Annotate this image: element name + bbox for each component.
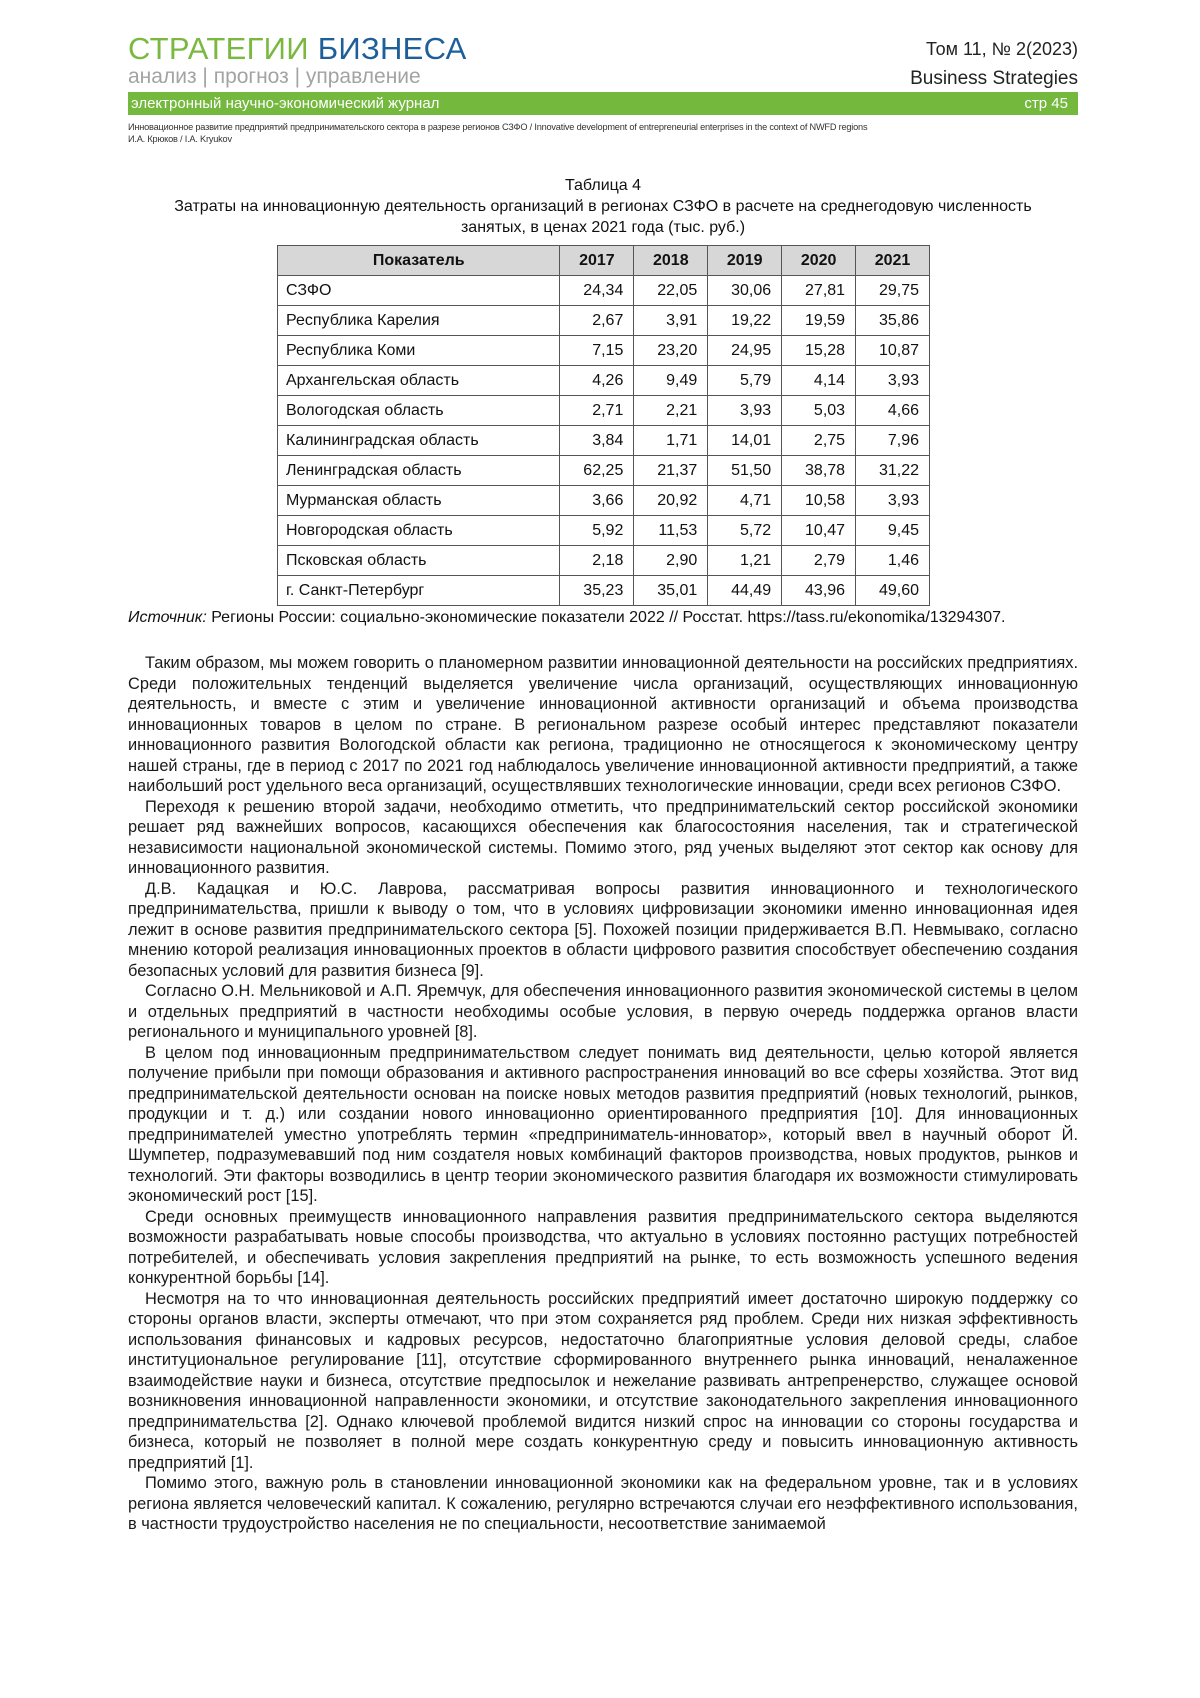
region-name-cell: Ленинградская область (278, 456, 560, 486)
value-cell: 2,21 (634, 396, 708, 426)
value-cell: 3,93 (856, 366, 930, 396)
running-head-title: Инновационное развитие предприятий предпринимательского сектора в разрезе регионов СЗФО / Innovative development of entrepreneurial enterprises in the context of NWFD regions (128, 122, 868, 132)
value-cell: 15,28 (782, 336, 856, 366)
paragraph: Таким образом, мы можем говорить о планомерном развитии инновационной деятельности на российских предприятиях. Среди положительных тенденций выделяется увеличение числа организаций, осуществляющих инновационную деятельность, и вместе с этим и увеличение инновационной активности организаций и объема производства инновационных товаров в целом по стране. В региональном разрезе особый интерес представляют показатели инновационного развития Вологодской области как региона, традиционно не относящегося к экономическому центру нашей страны, где в период с 2017 по 2021 год наблюдалось увеличение инновационной активности предприятий, а также наибольший рост удельного веса организаций, осуществлявших технологические инновации, среди всех регионов СЗФО. (128, 654, 1078, 795)
value-cell: 10,47 (782, 516, 856, 546)
paragraph: Переходя к решению второй задачи, необходимо отметить, что предпринимательский сектор российской экономики решает ряд важнейших вопросов, касающихся обеспечения как благосостояния населения, так и стратегической независимости национальной экономической системы. Помимо этого, ряд ученых выделяют этот сектор как основу для инновационного развития. (128, 797, 1078, 877)
value-cell: 43,96 (782, 576, 856, 606)
table-row (278, 276, 930, 306)
value-cell: 10,58 (782, 486, 856, 516)
value-cell: 5,72 (708, 516, 782, 546)
region-name-cell: Калининградская область (278, 426, 560, 456)
value-cell: 20,92 (634, 486, 708, 516)
value-cell: 22,05 (634, 276, 708, 306)
value-cell: 9,49 (634, 366, 708, 396)
table-row (278, 516, 930, 546)
value-cell: 35,86 (856, 306, 930, 336)
journal-type: электронный научно-экономический журнал (131, 95, 440, 112)
region-name-cell: г. Санкт-Петербург (278, 576, 560, 606)
region-name-cell: Республика Коми (278, 336, 560, 366)
paragraph: Согласно О.Н. Мельниковой и А.П. Яремчук, для обеспечения инновационного развития экономической системы в целом и отдельных предприятий в частности необходимы особые условия, в первую очередь поддержка органов власти регионального и муниципального уровней [8]. (128, 982, 1078, 1041)
value-cell: 2,71 (560, 396, 634, 426)
value-cell: 7,96 (856, 426, 930, 456)
logo-word-business: БИЗНЕСА (317, 31, 467, 66)
value-cell: 2,90 (634, 546, 708, 576)
value-cell: 3,84 (560, 426, 634, 456)
value-cell: 35,01 (634, 576, 708, 606)
value-cell: 5,92 (560, 516, 634, 546)
region-name-cell: СЗФО (278, 276, 560, 306)
value-cell: 35,23 (560, 576, 634, 606)
table-title-line2: занятых, в ценах 2021 года (тыс. руб.) (460, 219, 746, 236)
region-name-cell: Мурманская область (278, 486, 560, 516)
value-cell: 4,14 (782, 366, 856, 396)
journal-banner (128, 92, 1078, 115)
journal-header (128, 32, 1078, 89)
table-row (278, 336, 930, 366)
value-cell: 3,91 (634, 306, 708, 336)
paragraph: Помимо этого, важную роль в становлении инновационной экономики как на федеральном уровне, так и в условиях региона является человеческий капитал. К сожалению, регулярно встречаются случаи его неэффективного использования, в частности трудоустройство населения не по специальности, несоответствие занимаемой (128, 1474, 1078, 1533)
value-cell: 29,75 (856, 276, 930, 306)
region-name-cell: Псковская область (278, 546, 560, 576)
value-cell: 4,66 (856, 396, 930, 426)
table-header-cell: 2017 (560, 246, 634, 276)
value-cell: 1,46 (856, 546, 930, 576)
value-cell: 2,75 (782, 426, 856, 456)
value-cell: 5,03 (782, 396, 856, 426)
table-row (278, 486, 930, 516)
value-cell: 49,60 (856, 576, 930, 606)
value-cell: 24,95 (708, 336, 782, 366)
value-cell: 9,45 (856, 516, 930, 546)
table-header-cell: 2020 (782, 246, 856, 276)
value-cell: 1,21 (708, 546, 782, 576)
volume-issue: Том 11, № 2(2023) (925, 39, 1078, 59)
value-cell: 21,37 (634, 456, 708, 486)
table-caption (128, 175, 1078, 238)
region-name-cell: Архангельская область (278, 366, 560, 396)
value-cell: 2,18 (560, 546, 634, 576)
value-cell: 62,25 (560, 456, 634, 486)
value-cell: 3,93 (708, 396, 782, 426)
value-cell: 19,22 (708, 306, 782, 336)
value-cell: 10,87 (856, 336, 930, 366)
running-head (128, 121, 1078, 145)
table-row (278, 306, 930, 336)
value-cell: 2,67 (560, 306, 634, 336)
table-header-cell: 2019 (708, 246, 782, 276)
value-cell: 3,93 (856, 486, 930, 516)
region-name-cell: Вологодская область (278, 396, 560, 426)
value-cell: 11,53 (634, 516, 708, 546)
value-cell: 23,20 (634, 336, 708, 366)
article-body (128, 653, 1078, 1535)
table-row (278, 426, 930, 456)
paragraph: Несмотря на то что инновационная деятельность российских предприятий имеет достаточно широкую поддержку со стороны органов власти, эксперты отмечают, что при этом сохраняется ряд проблем. Среди них низкая эффективность использования финансовых и кадровых ресурсов, недостаточно благоприятные условия деловой среды, слабое институциональное регулирование [11], отсутствие сформированного внутреннего рынка инноваций, неналаженное взаимодействие науки и бизнеса, отсутствие предпосылок и нежелание развивать антрепренерство, служащее основой возникновения инновационной направленности экономики, и отсутствие законодательного закрепления инновационного предпринимательства [2]. Однако ключевой проблемой видится низкий спрос на инновации со стороны государства и бизнеса, который не позволяет в полной мере создать конкурентную среду и повысить инновационную активность предприятий [1]. (128, 1289, 1078, 1472)
value-cell: 27,81 (782, 276, 856, 306)
value-cell: 51,50 (708, 456, 782, 486)
journal-english-name: Business Strategies (910, 68, 1078, 89)
table-row (278, 546, 930, 576)
running-head-authors: И.А. Крюков / I.A. Kryukov (128, 134, 232, 144)
paragraph: Д.В. Кадацкая и Ю.С. Лаврова, рассматривая вопросы развития инновационного и технологического предпринимательства, пришли к выводу о том, что в условиях цифровизации экономики именно инновационная идея лежит в основе развития предпринимательского сектора [5]. Похожей позиции придерживается В.П. Невмывако, согласно мнению которой реализация инновационных проектов в области цифрового развития способствует обеспечению создания безопасных условий для развития бизнеса [9]. (128, 879, 1078, 980)
value-cell: 38,78 (782, 456, 856, 486)
table-label: Таблица 4 (564, 177, 642, 194)
table-header-cell: Показатель (278, 246, 560, 276)
value-cell: 44,49 (708, 576, 782, 606)
table-row (278, 576, 930, 606)
region-name-cell: Республика Карелия (278, 306, 560, 336)
table-title-line1: Затраты на инновационную деятельность организаций в регионах СЗФО в расчете на среднегодовую численность (174, 198, 1032, 215)
value-cell: 4,26 (560, 366, 634, 396)
value-cell: 3,66 (560, 486, 634, 516)
page-number: стр 45 (1024, 95, 1068, 112)
value-cell: 7,15 (560, 336, 634, 366)
value-cell: 5,79 (708, 366, 782, 396)
innovation-costs-table (277, 245, 930, 606)
region-name-cell: Новгородская область (278, 516, 560, 546)
value-cell: 19,59 (782, 306, 856, 336)
paragraph: В целом под инновационным предпринимательством следует понимать вид деятельности, целью которой является получение прибыли при помощи образования и активного распространения инноваций во все сферы хозяйства. Этот вид предпринимательской деятельности основан на поиске новых методов развития предприятий (новых технологий, рынков, продукции и т. д.) или создании нового инновационно ориентированного предприятия [10]. Для инновационных предпринимателей уместно употреблять термин «предприниматель-инноватор», который ввел в научный оборот Й. Шумпетер, подразумевавший под ним создателя новых комбинаций факторов производства, новых продуктов, рынков и технологий. Эти факторы возводились в центр теории экономического развития благодаря их возможности стимулировать экономический рост [15]. (128, 1043, 1078, 1205)
paragraph: Среди основных преимуществ инновационного направления развития предпринимательского сектора выделяются возможности разрабатывать новые способы производства, что актуально в условиях постоянно растущих потребностей потребителей, и обеспечивать условия закрепления предприятий на рынке, то есть возможность успешного ведения конкурентной борьбы [14]. (128, 1207, 1078, 1287)
value-cell: 30,06 (708, 276, 782, 306)
value-cell: 14,01 (708, 426, 782, 456)
value-cell: 31,22 (856, 456, 930, 486)
source-label: Источник: (128, 609, 207, 626)
journal-tagline: анализ | прогноз | управление (128, 65, 421, 88)
value-cell: 24,34 (560, 276, 634, 306)
table-row (278, 366, 930, 396)
logo-word-strategies: СТРАТЕГИИ (128, 31, 309, 66)
table-source (128, 608, 1078, 628)
table-header-cell: 2018 (634, 246, 708, 276)
value-cell: 4,71 (708, 486, 782, 516)
table-row (278, 396, 930, 426)
value-cell: 2,79 (782, 546, 856, 576)
table-header-row (278, 246, 930, 276)
value-cell: 1,71 (634, 426, 708, 456)
table-header-cell: 2021 (856, 246, 930, 276)
table-row (278, 456, 930, 486)
source-text: Регионы России: социально-экономические показатели 2022 // Росстат. https://tass.ru/ekonomika/13294307. (206, 609, 1006, 626)
